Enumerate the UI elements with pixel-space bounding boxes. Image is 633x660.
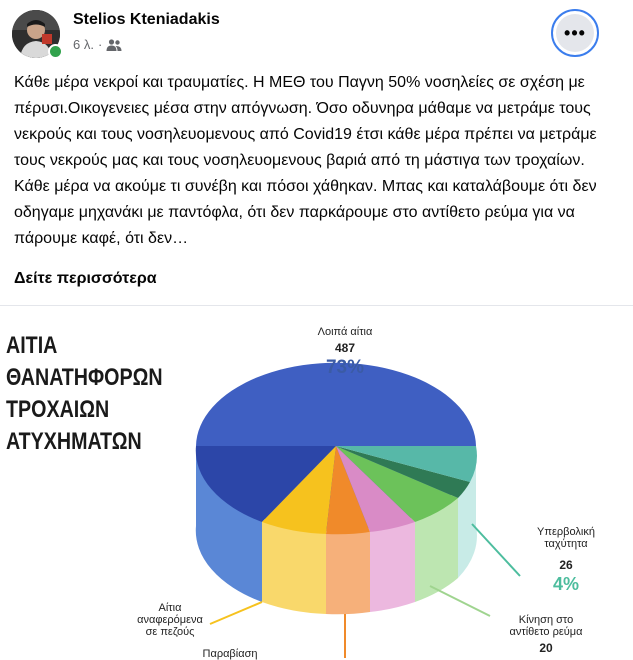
post-meta xyxy=(73,37,122,52)
label-pedestrians xyxy=(130,602,210,638)
label-wrong-way-name: Κίνηση στο xyxy=(518,614,574,626)
more-options-icon: ••• xyxy=(556,14,594,52)
post-text: Κάθε μέρα νεκροί και τραυματίες. Η ΜΕΘ του Παγνη 50% νοσηλείες σε σχέση με πέρυσι.Οικογενειες μέσα στην απόγνωση. Όσο οδυνηρα μάθαμε να μετράμε τους νεκρούς και τους νοσηλευομενους από Covid19 έτσι κάθε μέρα πρέπει να μετράμε τους νεκρούς μας και τους νοσηλευομενους βαριά από τη μάστιγα των τροχαίων. Κάθε μέρα να ακούμε τι συνέβη και πόσοι χάθηκαν. Μπας και καταλάβουμε ότι δεν οδηγαμε μηχανάκι με παντόφλα, ότι δεν παρκάρουμε στο αντίθετο ρεύμα για να πάρουμε καφέ, ότι δεν… xyxy=(14,74,597,247)
label-wrong-way-name: αντίθετο ρεύμα xyxy=(509,626,583,638)
pie-side-orange xyxy=(326,532,370,614)
title-line: ΑΙΤΙΑ xyxy=(6,332,58,359)
infographic-image[interactable] xyxy=(0,306,633,658)
label-other-count: 487 xyxy=(334,341,356,355)
label-speed-count: 26 xyxy=(559,558,573,572)
post-header xyxy=(0,0,633,68)
label-other-pct: 73% xyxy=(325,357,365,378)
label-pedestrians-name: Αίτια xyxy=(158,602,182,614)
label-speed xyxy=(526,526,606,595)
label-wrong-way xyxy=(496,614,596,655)
label-speed-name: ταχύτητα xyxy=(544,538,588,550)
label-pedestrians-name: αναφερόμενα xyxy=(137,614,203,626)
label-pedestrians-name: σε πεζούς xyxy=(145,626,195,638)
label-other-name: Λοιπά αίτια xyxy=(317,326,373,338)
label-bottom-cut: Παραβίαση xyxy=(202,648,258,660)
leader-line-speed xyxy=(472,524,520,576)
friends-icon xyxy=(106,38,122,52)
leader-line-pedestrians xyxy=(210,602,262,624)
title-line: ΤΡΟΧΑΙΩΝ xyxy=(6,396,110,423)
more-options-button[interactable] xyxy=(551,9,599,57)
see-more-link[interactable]: Δείτε περισσότερα xyxy=(14,270,157,287)
label-wrong-way-count: 20 xyxy=(539,641,553,655)
label-other xyxy=(300,326,390,379)
label-speed-name: Υπερβολική xyxy=(537,526,595,538)
post-time[interactable]: 6 λ. xyxy=(73,37,94,52)
label-speed-pct: 4% xyxy=(552,574,579,594)
dot-separator: · xyxy=(97,37,103,52)
pie-side-yellow xyxy=(262,522,326,614)
title-line: ΑΤΥΧΗΜΑΤΩΝ xyxy=(6,428,142,455)
pie-side-pink xyxy=(370,522,415,612)
title-line: ΘΑΝΑΤΗΦΟΡΩΝ xyxy=(6,364,163,391)
author-name[interactable]: Stelios Kteniadakis xyxy=(73,11,220,28)
online-status-dot xyxy=(48,44,63,59)
leader-line-wrong-way xyxy=(430,586,490,616)
